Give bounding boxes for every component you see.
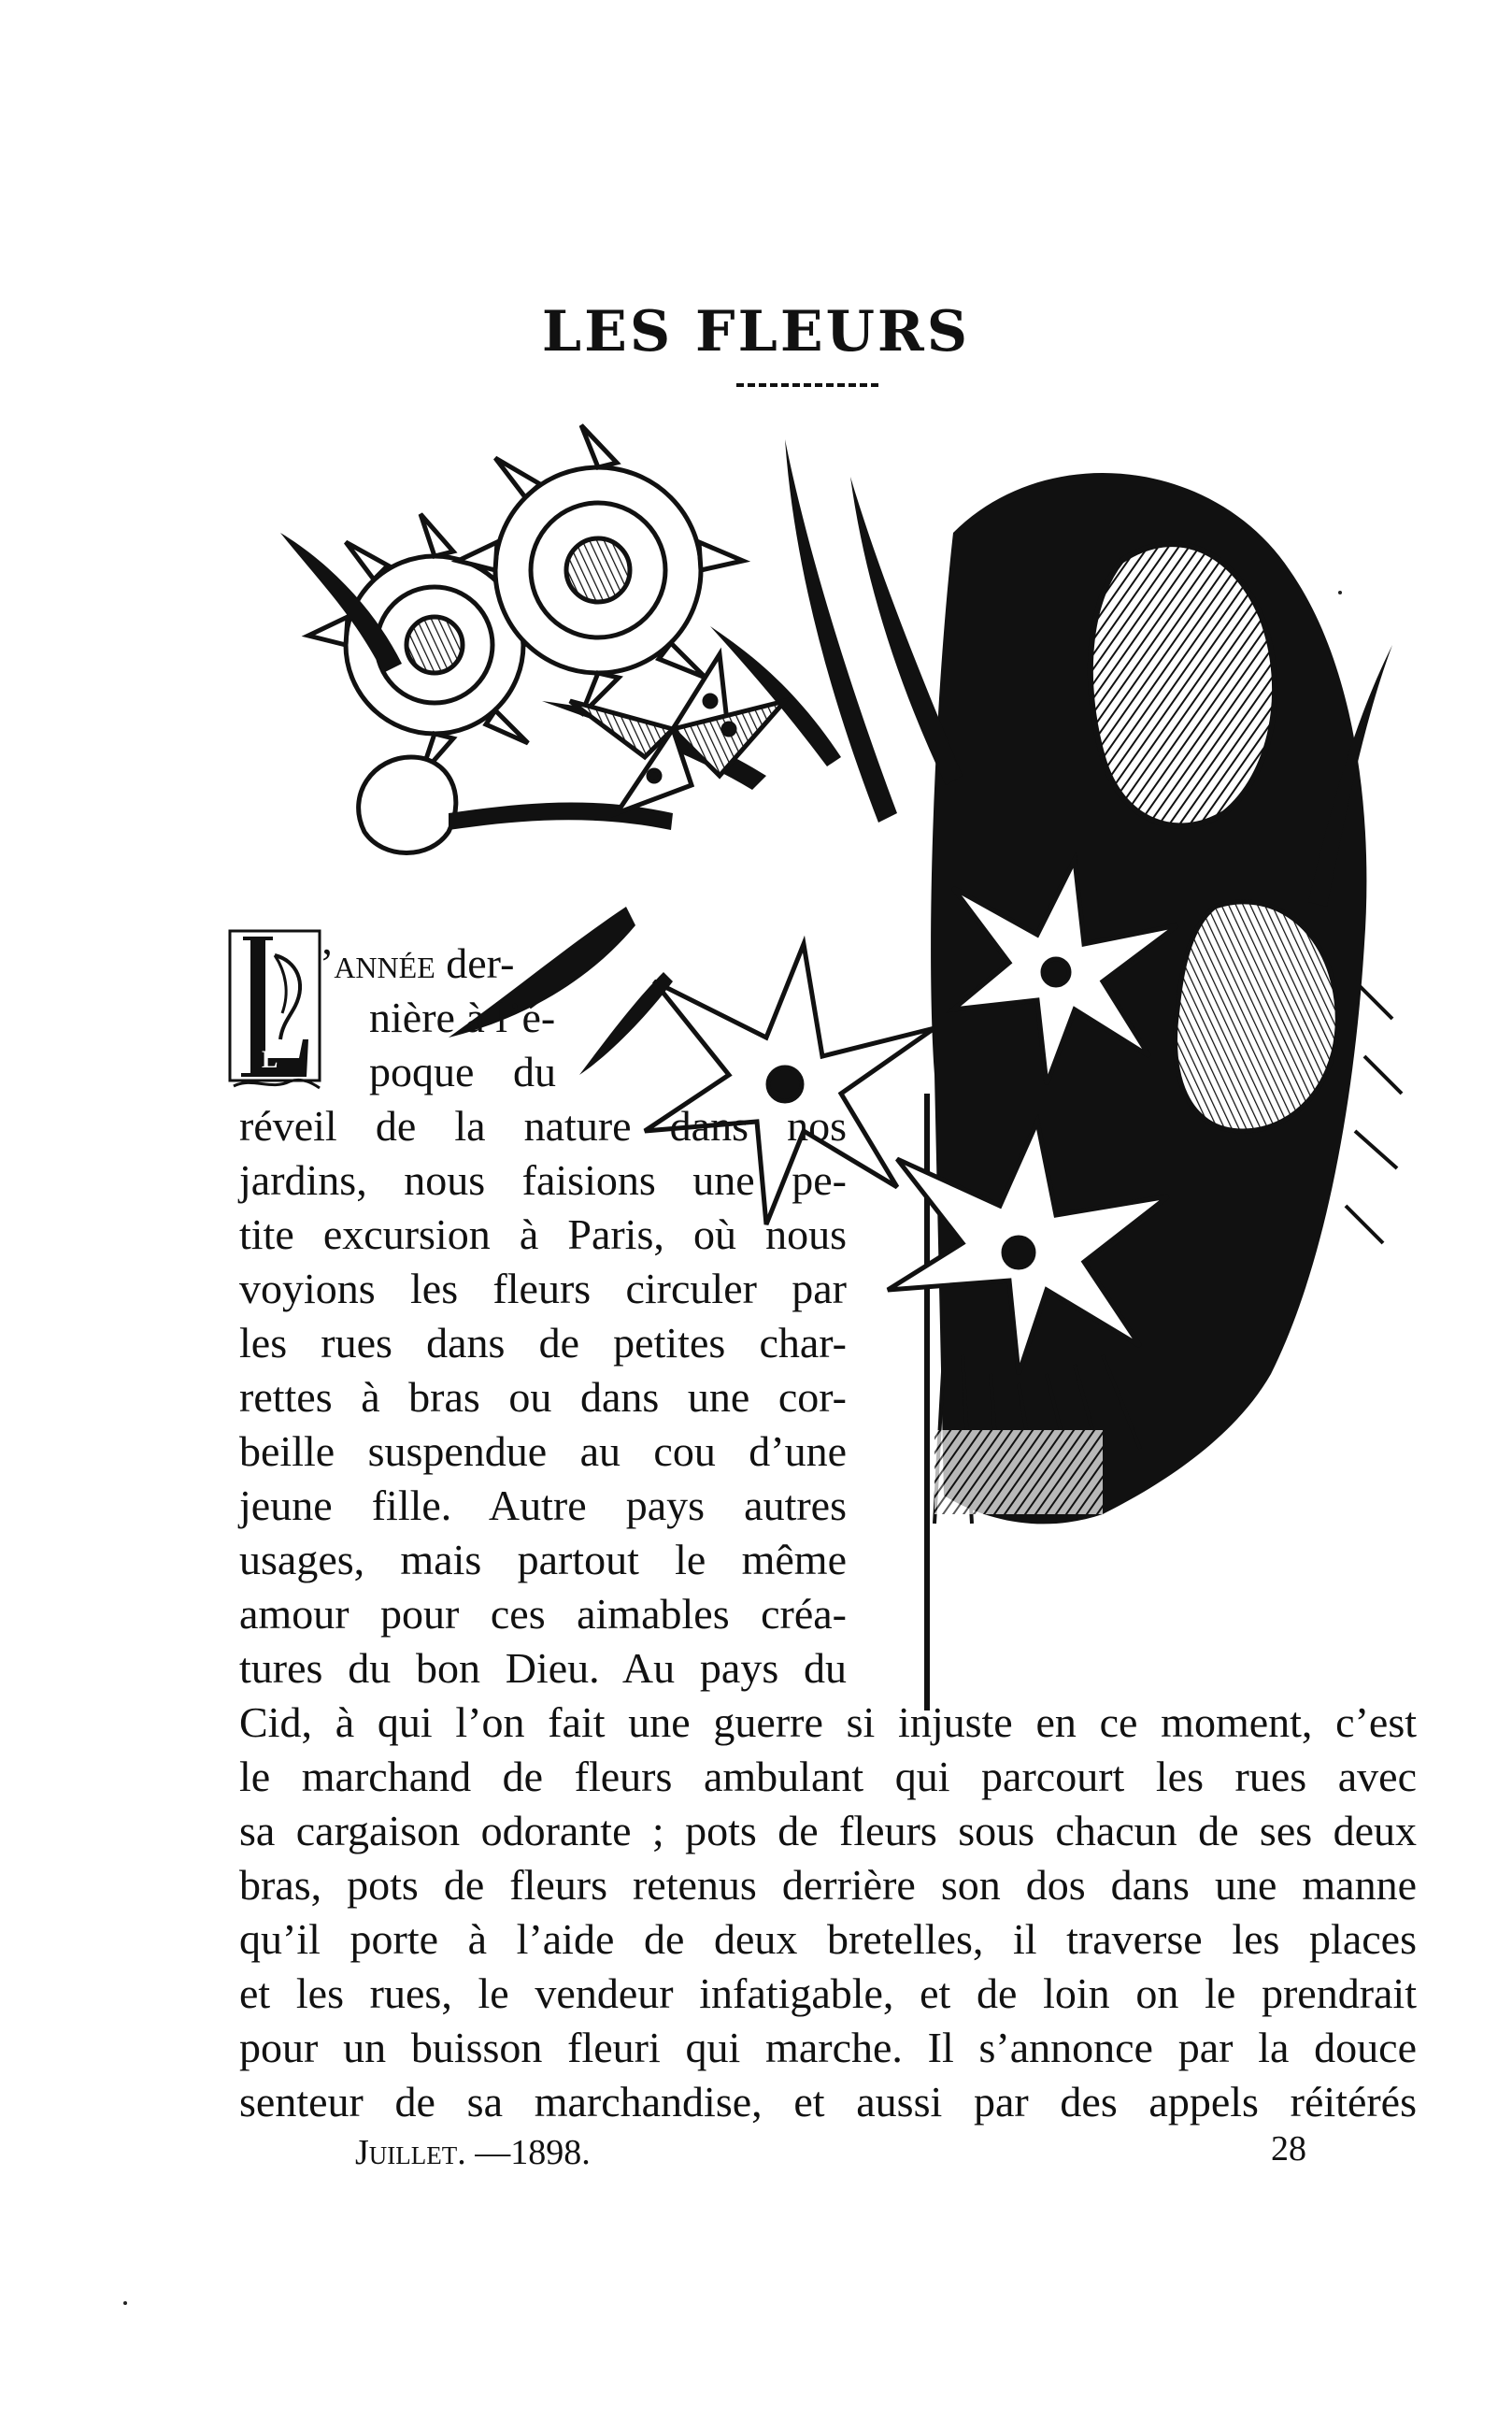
drop-cap-letter: L [262,1046,278,1073]
opening-rest: der- [435,939,515,987]
text-line-7: voyions les fleurs circuler par [239,1265,847,1312]
text-line-10: beille suspendue au cou d’une [239,1427,847,1475]
text-line-11: jeune fille. Autre pays autres [239,1481,847,1529]
page-title: LES FLEURS [541,299,971,365]
text-line-4: réveil de la nature dans nos [239,1102,847,1150]
ink-speck [1338,591,1342,594]
text-line-20: et les rues, le vendeur infatigable, et de loin on le prendrait [239,1969,1417,2017]
text-line-19: qu’il porte à l’aide de deux bretelles, il traverse les places [239,1915,1417,1963]
text-line-22: senteur de sa marchandise, et aussi par des appels réitérés [239,2078,1417,2126]
text-line-16: le marchand de fleurs ambulant qui parcourt les rues avec [239,1753,1417,1800]
text-line-15: Cid, à qui l’on fait une guerre si injuste en ce moment, c’est [239,1698,1417,1746]
text-line-17: sa cargaison odorante ; pots de fleurs sous chacun de ses deux [239,1807,1417,1854]
footer-date: Juillet. —1898. [355,2133,591,2172]
ink-speck [123,2301,127,2305]
title-rule [736,383,878,387]
text-line-3: poque du [369,1048,556,1095]
text-line-8: les rues dans de petites char- [239,1319,847,1367]
text-line-21: pour un buisson fleuri qui marche. Il s’annonce par la douce [239,2024,1417,2071]
text-line-9: rettes à bras ou dans une cor- [239,1373,847,1421]
text-line-14: tures du bon Dieu. Au pays du [239,1644,847,1692]
text-line-18: bras, pots de fleurs retenus derrière son dos dans une manne [239,1861,1417,1909]
text-line-12: usages, mais partout le même [239,1536,847,1583]
text-line-2: nière à l’é- [369,994,556,1041]
text-line-5: jardins, nous faisions une pe- [239,1156,847,1204]
text-line-1 [320,939,515,987]
page-number: 28 [1271,2129,1306,2169]
drop-cap-ornament-icon [224,927,325,1094]
text-line-13: amour pour ces aimables créa- [239,1590,847,1638]
text-line-6: tite excursion à Paris, où nous [239,1210,847,1258]
opening-small-caps: ’année [320,939,435,987]
